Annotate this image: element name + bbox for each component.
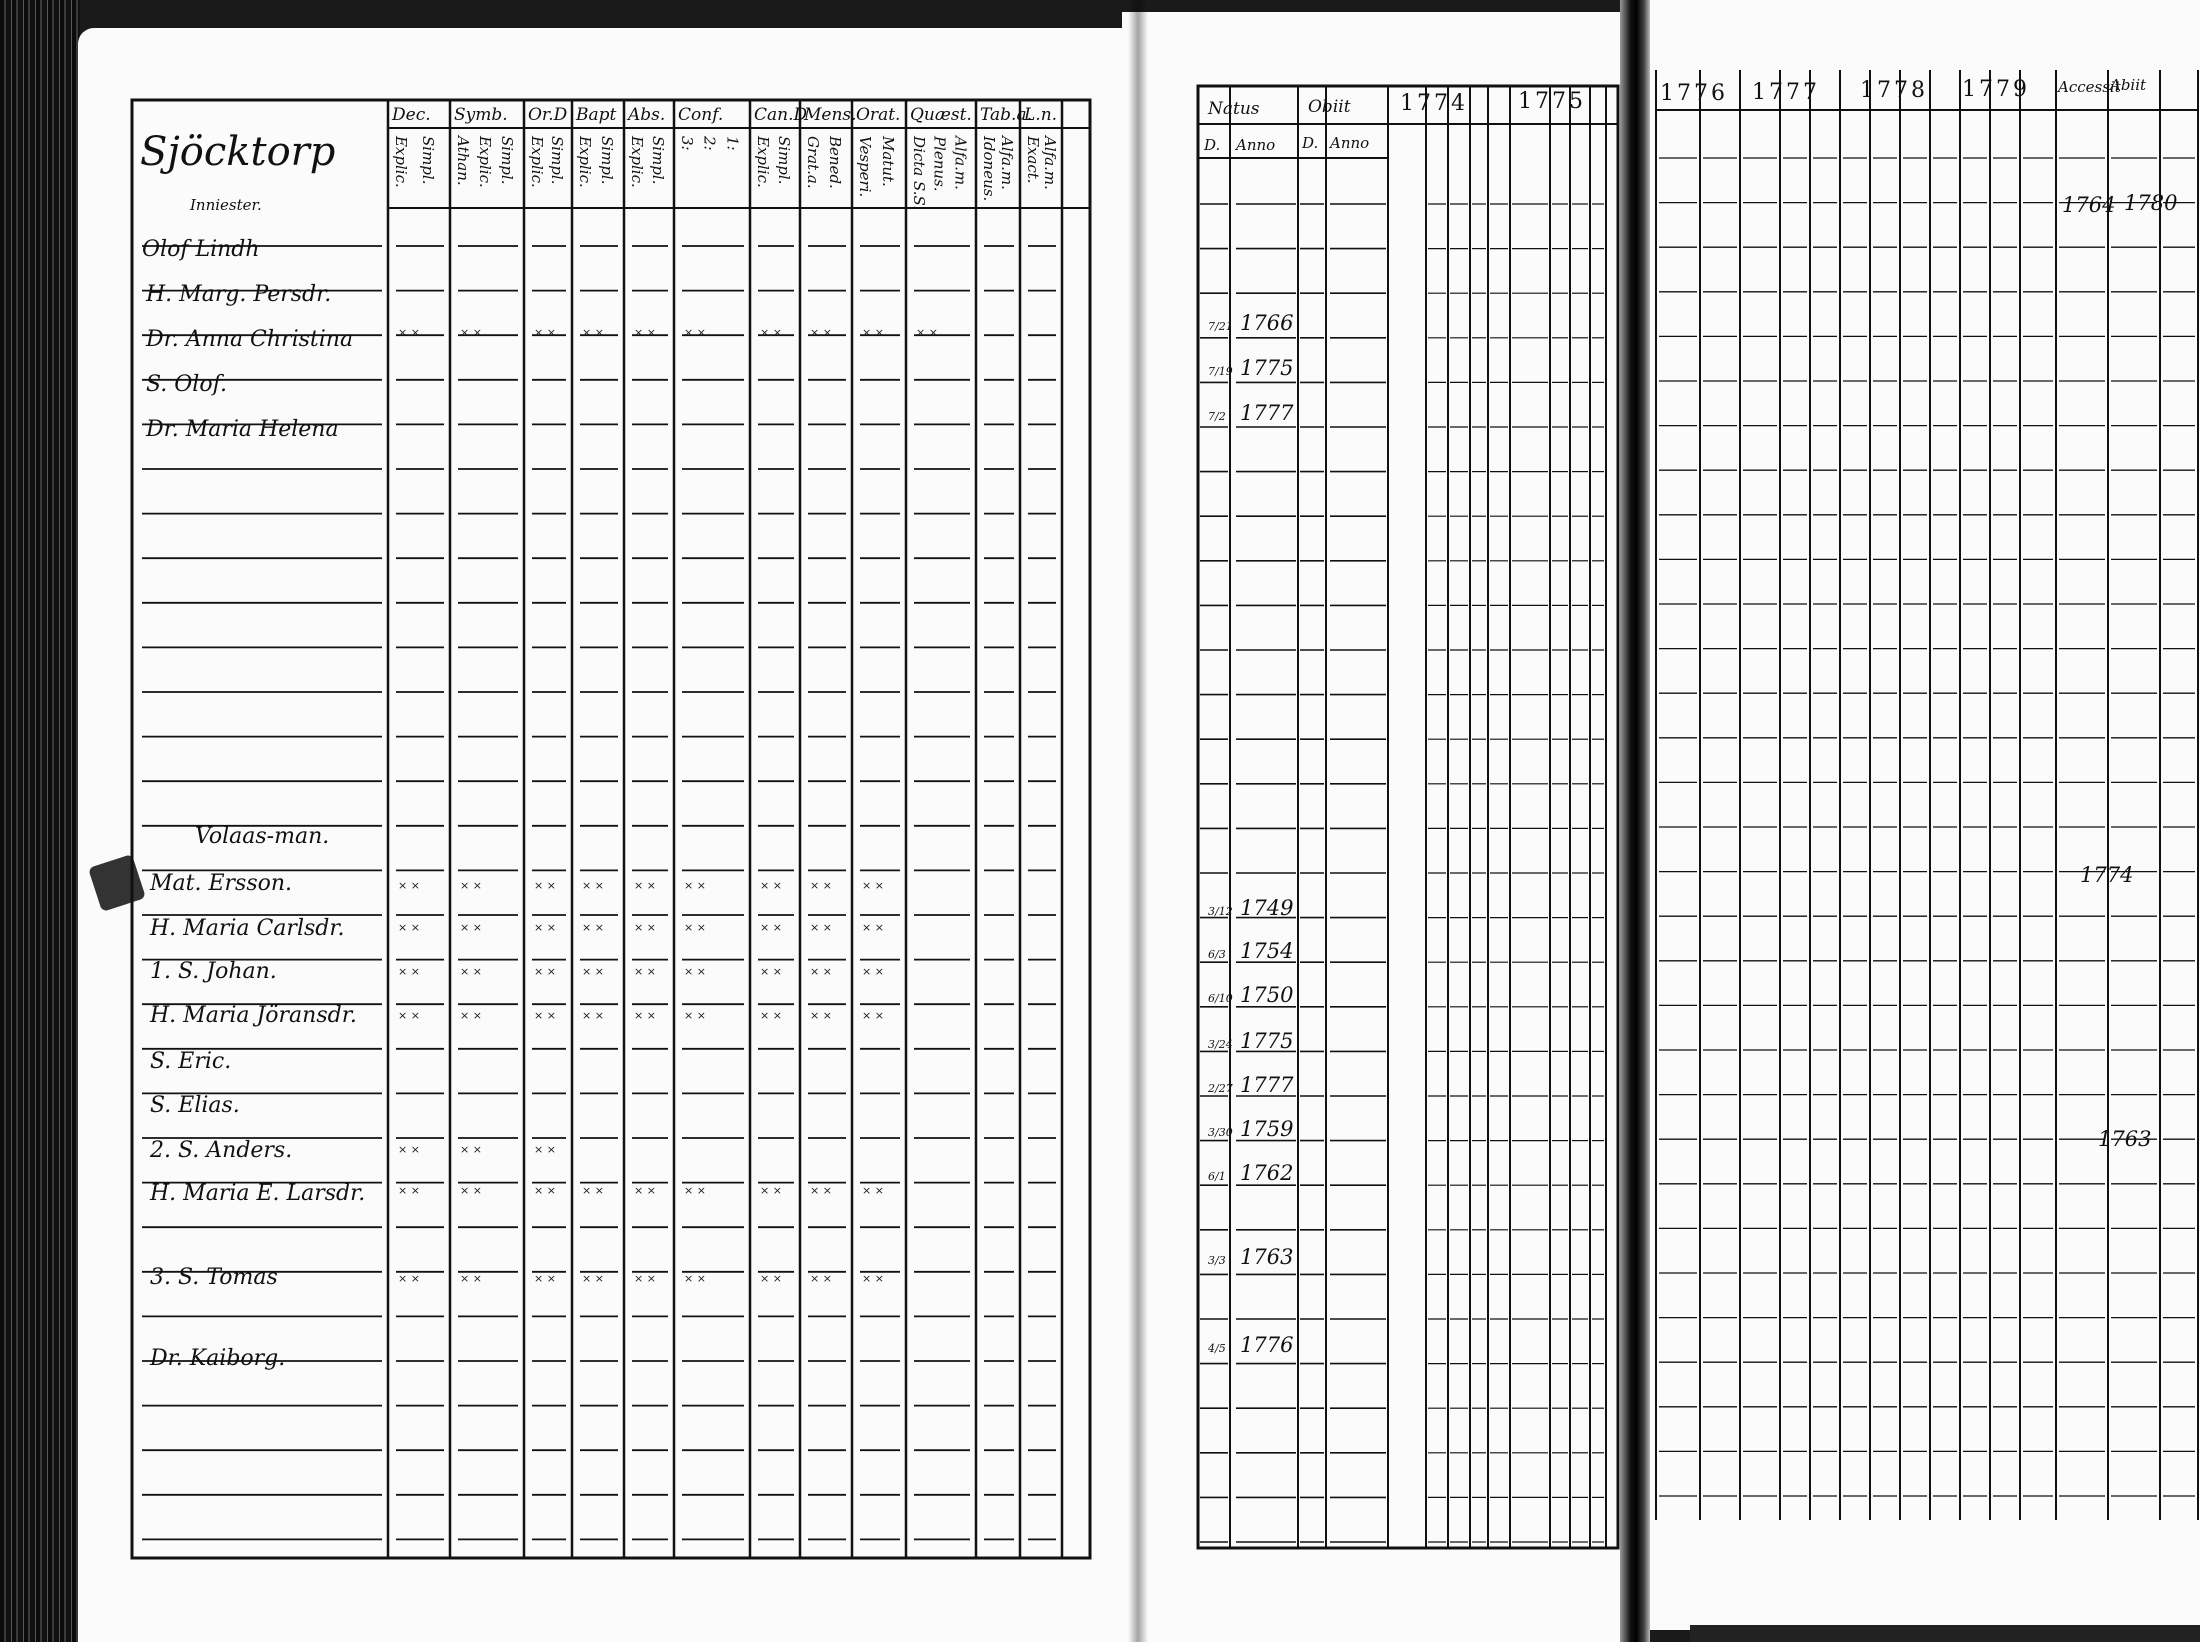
exam-mark: × × — [760, 326, 782, 339]
exam-mark: × × — [398, 965, 420, 978]
exam-mark: × × — [760, 1272, 782, 1285]
exam-mark: × × — [862, 879, 884, 892]
column-header: Or.D — [528, 105, 568, 125]
household-member-name: 1. S. Johan. — [150, 959, 277, 984]
column-subheader: 3: — [678, 136, 696, 151]
column-subheader: Bened. — [826, 136, 844, 189]
column-subheader: Idoneus. — [980, 136, 998, 202]
parish-subtitle: Inniester. — [190, 196, 262, 214]
right-table-border — [1198, 86, 1618, 1548]
exam-mark: × × — [460, 1272, 482, 1285]
household-member-name: S. Olof. — [146, 372, 227, 397]
column-subheader: Explic. — [392, 136, 410, 188]
exam-mark: × × — [398, 1184, 420, 1197]
accessit-entry: 1774 — [2080, 863, 2134, 887]
birth-day: 3/3 — [1208, 1254, 1226, 1267]
column-header: Quæst. — [910, 105, 972, 125]
exam-mark: × × — [582, 1272, 604, 1285]
exam-mark: × × — [684, 965, 706, 978]
year-header-1779: 1779 — [1962, 77, 2030, 102]
exam-mark: × × — [582, 326, 604, 339]
column-subheader: Simpl. — [649, 136, 667, 185]
exam-mark: × × — [634, 1272, 656, 1285]
birth-day: 7/2 — [1208, 410, 1226, 423]
column-header: Dec. — [392, 105, 431, 125]
birth-year: 1762 — [1240, 1161, 1294, 1185]
exam-mark: × × — [760, 965, 782, 978]
column-subheader: Alfa.m. — [998, 136, 1016, 190]
household-member-name: H. Maria Jöransdr. — [150, 1003, 357, 1028]
exam-mark: × × — [862, 965, 884, 978]
birth-year: 1763 — [1240, 1245, 1294, 1269]
column-header: Can.D — [754, 105, 808, 125]
year-header-1778: 1778 — [1860, 78, 1928, 103]
obiit-header: Obiit — [1308, 97, 1351, 117]
exam-mark: × × — [582, 1184, 604, 1197]
household-member-name: Mat. Ersson. — [150, 871, 293, 896]
exam-mark: × × — [398, 1272, 420, 1285]
birth-day: 4/5 — [1208, 1342, 1226, 1355]
column-header: Orat. — [856, 105, 901, 125]
column-subheader: Explic. — [528, 136, 546, 188]
year-header-1775: 1775 — [1518, 89, 1586, 114]
column-header: Mens. — [804, 105, 857, 125]
exam-mark: × × — [810, 1184, 832, 1197]
birth-day: 6/1 — [1208, 1170, 1226, 1183]
column-subheader: Simpl. — [775, 136, 793, 185]
year-header-1774: 1774 — [1400, 91, 1468, 116]
birth-day: 6/10 — [1208, 992, 1233, 1005]
exam-mark: × × — [398, 879, 420, 892]
obiit-anno-header: Anno — [1330, 134, 1370, 152]
column-subheader: Exact. — [1024, 136, 1042, 184]
exam-mark: × × — [398, 1009, 420, 1022]
birth-year: 1754 — [1240, 939, 1294, 963]
column-subheader: 2: — [700, 136, 719, 151]
exam-mark: × × — [810, 326, 832, 339]
exam-mark: × × — [398, 1143, 420, 1156]
exam-mark: × × — [810, 1009, 832, 1022]
exam-mark: × × — [534, 921, 556, 934]
household-member-name: H. Maria Carlsdr. — [150, 916, 345, 941]
column-subheader: Vesperi. — [856, 136, 874, 198]
exam-mark: × × — [916, 326, 938, 339]
exam-mark: × × — [460, 921, 482, 934]
exam-mark: × × — [684, 1184, 706, 1197]
natus-anno-header: Anno — [1236, 136, 1276, 154]
exam-mark: × × — [862, 1272, 884, 1285]
exam-mark: × × — [582, 921, 604, 934]
exam-mark: × × — [760, 879, 782, 892]
birth-day: 7/19 — [1208, 365, 1233, 378]
household-member-name: S. Eric. — [150, 1049, 232, 1074]
column-header: Bapt — [576, 105, 617, 125]
exam-mark: × × — [534, 1009, 556, 1022]
exam-mark: × × — [862, 1184, 884, 1197]
birth-year: 1777 — [1240, 401, 1294, 425]
birth-year: 1775 — [1240, 1029, 1294, 1053]
column-subheader: Athan. — [454, 136, 472, 186]
birth-day: 7/21 — [1208, 320, 1233, 333]
birth-day: 2/27 — [1208, 1082, 1233, 1095]
exam-mark: × × — [684, 1272, 706, 1285]
birth-year: 1777 — [1240, 1073, 1294, 1097]
column-header: Tab.a. — [980, 105, 1032, 125]
column-subheader: Explic. — [476, 136, 494, 188]
household-member-name: S. Elias. — [150, 1093, 240, 1118]
column-subheader: Dicta S.S. — [910, 136, 928, 210]
birth-year: 1775 — [1240, 356, 1294, 380]
exam-mark: × × — [582, 1009, 604, 1022]
household-member-name: H. Maria E. Larsdr. — [150, 1181, 366, 1206]
exam-mark: × × — [460, 965, 482, 978]
exam-mark: × × — [634, 1184, 656, 1197]
accessit-entry: 1763 — [2098, 1127, 2152, 1151]
exam-mark: × × — [534, 965, 556, 978]
exam-mark: × × — [760, 1009, 782, 1022]
exam-mark: × × — [810, 1272, 832, 1285]
column-subheader: Simpl. — [419, 136, 437, 185]
exam-mark: × × — [862, 1009, 884, 1022]
exam-mark: × × — [634, 879, 656, 892]
column-subheader: Alfa.m. — [1041, 136, 1059, 190]
exam-mark: × × — [460, 1184, 482, 1197]
column-subheader: Explic. — [576, 136, 594, 188]
exam-mark: × × — [534, 1184, 556, 1197]
exam-mark: × × — [534, 1143, 556, 1156]
household-member-name: Dr. Anna Christina — [146, 327, 354, 352]
exam-mark: × × — [760, 1184, 782, 1197]
exam-mark: × × — [634, 921, 656, 934]
accessit-entry: 1764 — [2062, 193, 2116, 217]
abiit-entry: 1780 — [2124, 191, 2178, 215]
natus-day-header: D. — [1204, 136, 1221, 154]
exam-mark: × × — [634, 1009, 656, 1022]
exam-mark: × × — [582, 879, 604, 892]
birth-year: 1749 — [1240, 896, 1294, 920]
column-subheader: Explic. — [754, 136, 772, 188]
exam-mark: × × — [810, 965, 832, 978]
section-title: Volaas-man. — [195, 824, 330, 849]
household-member-name: H. Marg. Persdr. — [146, 282, 332, 307]
exam-mark: × × — [760, 921, 782, 934]
column-subheader: Simpl. — [548, 136, 566, 185]
birth-day: 3/24 — [1208, 1038, 1233, 1051]
column-subheader: Simpl. — [498, 136, 516, 185]
column-header: Symb. — [454, 105, 508, 125]
household-member-name: 3. S. Tomas — [150, 1265, 278, 1290]
birth-year: 1776 — [1240, 1333, 1294, 1357]
exam-mark: × × — [398, 326, 420, 339]
household-member-name: 2. S. Anders. — [150, 1138, 293, 1163]
exam-mark: × × — [460, 879, 482, 892]
exam-mark: × × — [862, 921, 884, 934]
exam-mark: × × — [582, 965, 604, 978]
birth-year: 1759 — [1240, 1117, 1294, 1141]
column-header: Conf. — [678, 105, 724, 125]
household-member-name: Dr. Maria Helena — [146, 417, 339, 442]
exam-mark: × × — [862, 326, 884, 339]
household-member-name: Olof Lindh — [142, 237, 260, 262]
birth-day: 6/3 — [1208, 948, 1226, 961]
column-subheader: Alfa.m. — [951, 136, 970, 190]
column-subheader: Matut. — [879, 136, 897, 187]
exam-mark: × × — [534, 1272, 556, 1285]
birth-year: 1750 — [1240, 983, 1294, 1007]
household-member-name: Dr. Kaiborg. — [150, 1346, 286, 1371]
exam-mark: × × — [634, 965, 656, 978]
column-subheader: Explic. — [628, 136, 646, 188]
parish-title: Sjöcktorp — [140, 129, 336, 175]
exam-mark: × × — [684, 1009, 706, 1022]
abiit-header: Abiit — [2110, 76, 2147, 94]
birth-day: 3/30 — [1208, 1126, 1233, 1139]
column-subheader: Plenus. — [930, 136, 949, 192]
column-subheader: Simpl. — [598, 136, 616, 185]
exam-mark: × × — [534, 879, 556, 892]
column-header: L.n. — [1024, 105, 1058, 125]
exam-mark: × × — [684, 326, 706, 339]
exam-mark: × × — [534, 326, 556, 339]
accessit-header: Accessit — [2058, 78, 2121, 96]
exam-mark: × × — [460, 326, 482, 339]
exam-mark: × × — [810, 921, 832, 934]
birth-day: 3/12 — [1208, 905, 1233, 918]
column-header: Abs. — [628, 105, 666, 125]
exam-mark: × × — [684, 921, 706, 934]
exam-mark: × × — [684, 879, 706, 892]
exam-mark: × × — [460, 1143, 482, 1156]
birth-year: 1766 — [1240, 311, 1294, 335]
exam-mark: × × — [810, 879, 832, 892]
column-subheader: Grat.a. — [804, 136, 822, 189]
exam-mark: × × — [398, 921, 420, 934]
column-subheader: 1: — [723, 136, 742, 151]
year-header-1777: 1777 — [1752, 80, 1820, 105]
exam-mark: × × — [634, 326, 656, 339]
exam-mark: × × — [460, 1009, 482, 1022]
natus-header: Natus — [1208, 99, 1260, 119]
obiit-day-header: D. — [1302, 134, 1319, 152]
year-header-1776: 1776 — [1660, 81, 1728, 106]
